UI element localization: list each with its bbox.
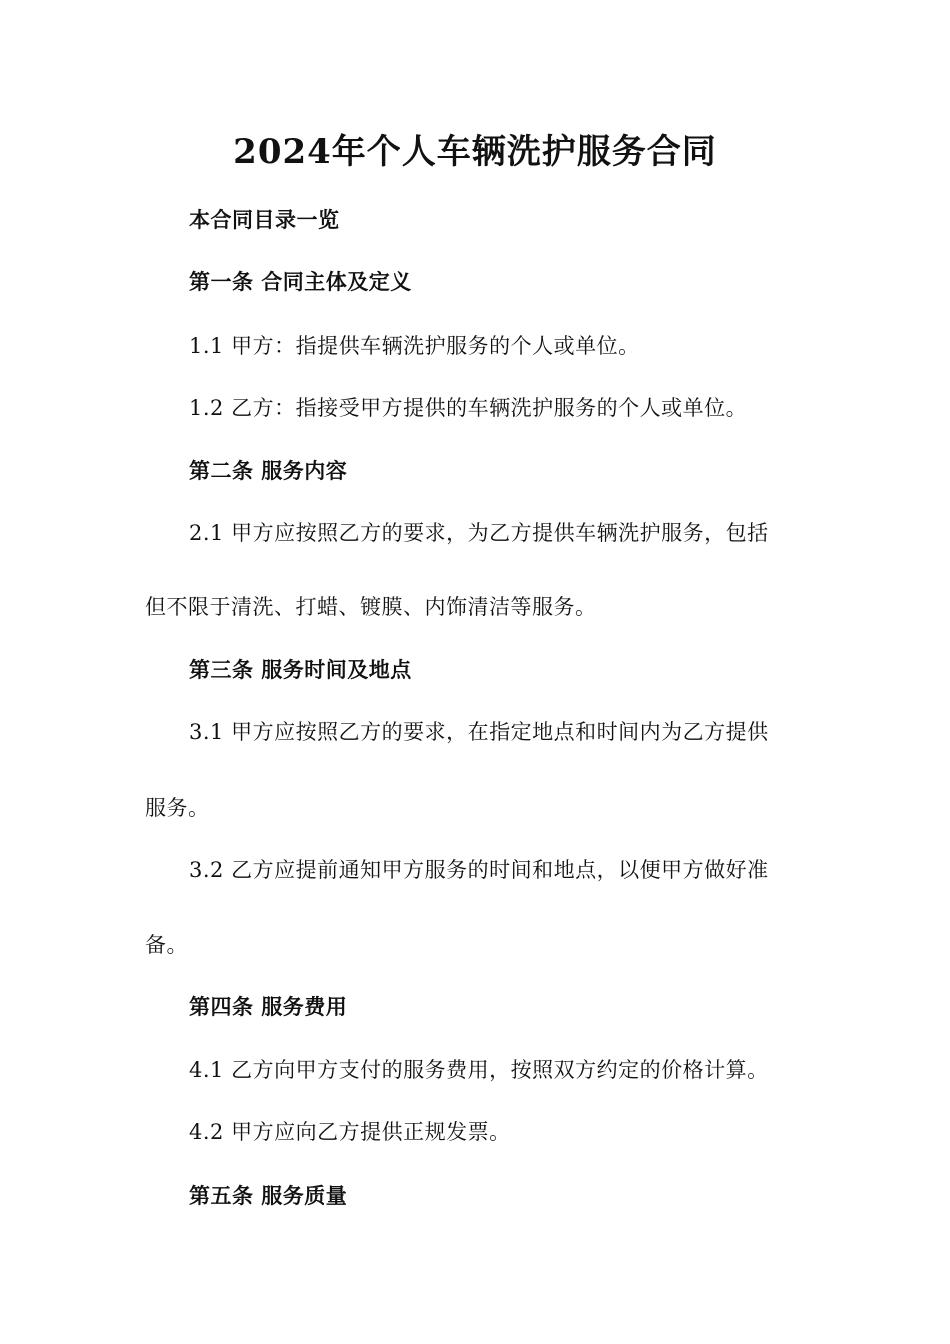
clause-3-2-continued: 备。	[145, 933, 188, 957]
clause-2-1-continued: 但不限于清洗、打蜡、镀膜、内饰清洁等服务。	[145, 595, 597, 619]
clause-1-1: 1.1 甲方：指提供车辆洗护服务的个人或单位。	[189, 334, 640, 358]
clause-2-1: 2.1 甲方应按照乙方的要求，为乙方提供车辆洗护服务，包括	[189, 521, 769, 545]
clause-4-1: 4.1 乙方向甲方支付的服务费用，按照双方约定的价格计算。	[189, 1058, 769, 1082]
clause-3-2: 3.2 乙方应提前通知甲方服务的时间和地点，以便甲方做好准	[189, 858, 769, 882]
clause-3-1-continued: 服务。	[145, 796, 210, 820]
article-3-heading: 第三条 服务时间及地点	[189, 658, 412, 682]
document-title: 2024年个人车辆洗护服务合同	[233, 132, 717, 172]
clause-4-2: 4.2 甲方应向乙方提供正规发票。	[189, 1120, 511, 1144]
article-5-heading: 第五条 服务质量	[189, 1184, 348, 1208]
article-1-heading: 第一条 合同主体及定义	[189, 270, 412, 294]
clause-3-1: 3.1 甲方应按照乙方的要求，在指定地点和时间内为乙方提供	[189, 720, 769, 744]
clause-1-2: 1.2 乙方：指接受甲方提供的车辆洗护服务的个人或单位。	[189, 396, 748, 420]
toc-heading: 本合同目录一览	[189, 208, 340, 232]
article-4-heading: 第四条 服务费用	[189, 995, 348, 1019]
article-2-heading: 第二条 服务内容	[189, 459, 348, 483]
